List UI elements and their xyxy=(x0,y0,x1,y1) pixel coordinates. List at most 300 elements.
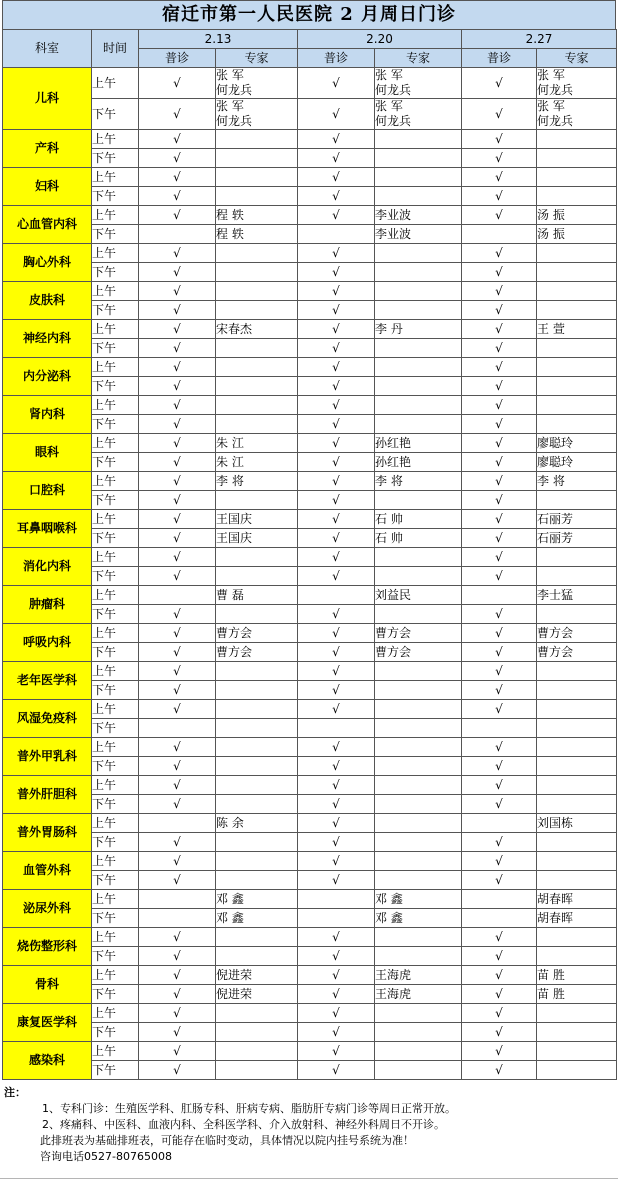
department-name: 消化内科 xyxy=(3,548,92,586)
expert-name: 李业波 xyxy=(375,226,412,241)
expert-cell xyxy=(216,1004,298,1023)
expert-name: 宋春杰 xyxy=(216,321,253,336)
expert-cell xyxy=(216,415,298,434)
expert-cell xyxy=(216,358,298,377)
expert-cell xyxy=(537,149,617,168)
note-line: 此排班表为基础排班表，可能存在临时变动，具体情况以院内挂号系统为准！ xyxy=(40,1134,414,1147)
expert-cell xyxy=(537,909,617,928)
general-clinic-cell: √ xyxy=(462,434,537,453)
general-clinic-cell: √ xyxy=(139,244,216,263)
time-slot: 下午 xyxy=(92,681,139,700)
contact-phone: 咨询电话0527-80765008 xyxy=(40,1150,172,1163)
time-slot: 下午 xyxy=(92,377,139,396)
general-clinic-cell: √ xyxy=(298,529,375,548)
table-row xyxy=(3,1004,617,1023)
expert-cell xyxy=(375,1061,462,1080)
expert-cell xyxy=(375,852,462,871)
department-name: 康复医学科 xyxy=(3,1004,92,1042)
time-slot: 下午 xyxy=(92,833,139,852)
general-clinic-header: 普诊 xyxy=(139,49,216,68)
expert-cell xyxy=(216,301,298,320)
general-clinic-header: 普诊 xyxy=(298,49,375,68)
general-clinic-cell: √ xyxy=(139,928,216,947)
time-slot: 下午 xyxy=(92,415,139,434)
department-name: 口腔科 xyxy=(3,472,92,510)
expert-cell xyxy=(375,529,462,548)
time-slot: 上午 xyxy=(92,852,139,871)
general-clinic-cell: √ xyxy=(298,187,375,206)
expert-name: 陈 余 xyxy=(216,815,244,830)
general-clinic-cell: √ xyxy=(139,434,216,453)
time-column-header: 时间 xyxy=(92,30,139,68)
general-clinic-cell: √ xyxy=(139,757,216,776)
expert-cell xyxy=(216,149,298,168)
department-name: 普外肝胆科 xyxy=(3,776,92,814)
expert-cell xyxy=(216,776,298,795)
time-slot: 下午 xyxy=(92,99,139,130)
expert-cell xyxy=(375,757,462,776)
table-row xyxy=(3,833,617,852)
expert-cell xyxy=(216,605,298,624)
expert-cell xyxy=(537,491,617,510)
expert-cell xyxy=(537,852,617,871)
expert-cell xyxy=(537,1004,617,1023)
expert-name: 李 将 xyxy=(537,473,565,488)
expert-cell xyxy=(216,263,298,282)
expert-cell xyxy=(216,852,298,871)
department-name: 产科 xyxy=(3,130,92,168)
general-clinic-cell: √ xyxy=(298,947,375,966)
general-clinic-cell: √ xyxy=(139,1004,216,1023)
general-clinic-cell: √ xyxy=(462,282,537,301)
department-name: 内分泌科 xyxy=(3,358,92,396)
expert-name: 李业波 xyxy=(375,207,412,222)
expert-cell xyxy=(216,966,298,985)
expert-cell xyxy=(216,985,298,1004)
expert-name: 程 轶 xyxy=(216,226,244,241)
expert-cell xyxy=(375,947,462,966)
notes-section xyxy=(4,1085,610,1165)
general-clinic-cell: √ xyxy=(298,1023,375,1042)
expert-cell xyxy=(216,1042,298,1061)
general-clinic-cell: √ xyxy=(462,529,537,548)
general-clinic-cell xyxy=(139,909,216,928)
expert-name: 石 帅 xyxy=(375,530,403,545)
expert-cell xyxy=(216,396,298,415)
expert-cell xyxy=(375,491,462,510)
department-name: 老年医学科 xyxy=(3,662,92,700)
department-name: 血管外科 xyxy=(3,852,92,890)
general-clinic-cell xyxy=(298,719,375,738)
expert-cell xyxy=(216,529,298,548)
general-clinic-cell: √ xyxy=(298,491,375,510)
time-slot: 上午 xyxy=(92,472,139,491)
time-slot: 下午 xyxy=(92,491,139,510)
general-clinic-cell: √ xyxy=(139,130,216,149)
expert-cell xyxy=(216,1023,298,1042)
expert-cell xyxy=(537,68,617,99)
table-row xyxy=(3,263,617,282)
expert-cell xyxy=(375,776,462,795)
general-clinic-cell: √ xyxy=(139,852,216,871)
expert-cell xyxy=(537,567,617,586)
expert-name: 苗 胜 xyxy=(537,967,565,982)
general-clinic-cell: √ xyxy=(462,415,537,434)
general-clinic-cell xyxy=(298,586,375,605)
expert-cell xyxy=(375,510,462,529)
time-slot: 下午 xyxy=(92,909,139,928)
department-name: 神经内科 xyxy=(3,320,92,358)
expert-name: 曹方会 xyxy=(537,625,574,640)
general-clinic-cell: √ xyxy=(139,700,216,719)
expert-cell xyxy=(375,871,462,890)
department-name: 眼科 xyxy=(3,434,92,472)
expert-cell xyxy=(216,757,298,776)
general-clinic-cell: √ xyxy=(462,776,537,795)
time-slot: 上午 xyxy=(92,244,139,263)
expert-name: 汤 振 xyxy=(537,226,565,241)
general-clinic-cell xyxy=(139,814,216,833)
time-slot: 上午 xyxy=(92,168,139,187)
general-clinic-cell: √ xyxy=(139,510,216,529)
date-header: 2.13 xyxy=(139,30,298,49)
expert-name: 张 军 xyxy=(537,99,565,113)
general-clinic-cell: √ xyxy=(298,453,375,472)
expert-cell xyxy=(375,700,462,719)
department-name: 皮肤科 xyxy=(3,282,92,320)
table-row xyxy=(3,282,617,301)
expert-name: 石丽芳 xyxy=(537,511,574,526)
expert-cell xyxy=(375,415,462,434)
general-clinic-cell: √ xyxy=(462,510,537,529)
department-name: 呼吸内科 xyxy=(3,624,92,662)
table-row xyxy=(3,795,617,814)
general-clinic-cell: √ xyxy=(139,738,216,757)
expert-name: 刘国栋 xyxy=(537,815,574,830)
expert-name: 何龙兵 xyxy=(537,83,574,97)
general-clinic-cell: √ xyxy=(298,833,375,852)
time-slot: 上午 xyxy=(92,510,139,529)
table-row xyxy=(3,168,617,187)
expert-cell xyxy=(537,415,617,434)
expert-cell xyxy=(375,149,462,168)
expert-cell xyxy=(216,795,298,814)
general-clinic-cell: √ xyxy=(298,1004,375,1023)
table-row xyxy=(3,966,617,985)
general-clinic-cell: √ xyxy=(462,453,537,472)
expert-cell xyxy=(537,99,617,130)
general-clinic-cell: √ xyxy=(139,68,216,99)
expert-cell xyxy=(375,130,462,149)
general-clinic-cell: √ xyxy=(462,187,537,206)
expert-cell xyxy=(375,833,462,852)
general-clinic-cell: √ xyxy=(462,757,537,776)
expert-name: 王国庆 xyxy=(216,530,253,545)
expert-name: 李 将 xyxy=(375,473,403,488)
table-row xyxy=(3,529,617,548)
table-row xyxy=(3,415,617,434)
general-clinic-cell: √ xyxy=(462,852,537,871)
expert-name: 李 丹 xyxy=(375,321,403,336)
expert-cell xyxy=(216,434,298,453)
general-clinic-cell: √ xyxy=(298,852,375,871)
expert-cell xyxy=(537,187,617,206)
expert-name: 李 将 xyxy=(216,473,244,488)
expert-name: 苗 胜 xyxy=(537,986,565,1001)
expert-cell xyxy=(216,282,298,301)
time-slot: 上午 xyxy=(92,1004,139,1023)
general-clinic-cell xyxy=(298,225,375,244)
expert-name: 石 帅 xyxy=(375,511,403,526)
general-clinic-cell: √ xyxy=(298,928,375,947)
general-clinic-cell xyxy=(462,225,537,244)
table-row xyxy=(3,586,617,605)
table-row xyxy=(3,358,617,377)
general-clinic-cell: √ xyxy=(139,643,216,662)
time-slot: 下午 xyxy=(92,795,139,814)
table-row xyxy=(3,225,617,244)
expert-name: 张 军 xyxy=(375,99,403,113)
expert-cell xyxy=(537,301,617,320)
time-slot: 上午 xyxy=(92,624,139,643)
general-clinic-cell: √ xyxy=(139,567,216,586)
general-clinic-cell: √ xyxy=(298,795,375,814)
expert-cell xyxy=(537,168,617,187)
expert-cell xyxy=(537,624,617,643)
expert-cell xyxy=(537,472,617,491)
expert-cell xyxy=(216,206,298,225)
general-clinic-cell: √ xyxy=(139,871,216,890)
table-row xyxy=(3,643,617,662)
expert-name: 孙红艳 xyxy=(375,435,412,450)
general-clinic-cell: √ xyxy=(298,776,375,795)
expert-name: 王国庆 xyxy=(216,511,253,526)
time-slot: 上午 xyxy=(92,890,139,909)
expert-cell xyxy=(537,985,617,1004)
table-row xyxy=(3,852,617,871)
expert-cell xyxy=(216,187,298,206)
time-slot: 下午 xyxy=(92,871,139,890)
expert-cell xyxy=(537,776,617,795)
time-slot: 下午 xyxy=(92,263,139,282)
time-slot: 上午 xyxy=(92,68,139,99)
expert-cell xyxy=(216,339,298,358)
expert-cell xyxy=(537,339,617,358)
expert-name: 邓 鑫 xyxy=(375,891,403,906)
expert-cell xyxy=(216,681,298,700)
time-slot: 下午 xyxy=(92,187,139,206)
expert-cell xyxy=(375,681,462,700)
time-slot: 下午 xyxy=(92,605,139,624)
department-name: 骨科 xyxy=(3,966,92,1004)
expert-cell xyxy=(375,453,462,472)
table-row xyxy=(3,947,617,966)
expert-name: 何龙兵 xyxy=(216,83,253,97)
expert-cell xyxy=(216,586,298,605)
expert-cell xyxy=(375,377,462,396)
time-slot: 下午 xyxy=(92,643,139,662)
expert-cell xyxy=(537,605,617,624)
expert-cell xyxy=(537,833,617,852)
schedule-sheet xyxy=(2,0,616,1080)
general-clinic-cell xyxy=(139,225,216,244)
expert-cell xyxy=(375,263,462,282)
expert-name: 王海虎 xyxy=(375,986,412,1001)
expert-name: 王海虎 xyxy=(375,967,412,982)
general-clinic-cell: √ xyxy=(462,1004,537,1023)
page-title: 宿迁市第一人民医院 2 月周日门诊 xyxy=(2,0,616,29)
general-clinic-cell: √ xyxy=(462,947,537,966)
expert-cell xyxy=(537,681,617,700)
department-name: 烧伤整形科 xyxy=(3,928,92,966)
general-clinic-cell: √ xyxy=(462,168,537,187)
expert-cell xyxy=(216,814,298,833)
expert-cell xyxy=(375,168,462,187)
general-clinic-cell: √ xyxy=(139,1042,216,1061)
general-clinic-cell: √ xyxy=(462,1042,537,1061)
time-slot: 上午 xyxy=(92,814,139,833)
expert-cell xyxy=(375,719,462,738)
table-row xyxy=(3,491,617,510)
expert-cell xyxy=(537,130,617,149)
table-row xyxy=(3,472,617,491)
general-clinic-cell: √ xyxy=(462,795,537,814)
time-slot: 上午 xyxy=(92,700,139,719)
time-slot: 下午 xyxy=(92,149,139,168)
time-slot: 下午 xyxy=(92,529,139,548)
general-clinic-cell: √ xyxy=(298,206,375,225)
expert-cell xyxy=(375,68,462,99)
expert-cell xyxy=(537,700,617,719)
expert-cell xyxy=(375,320,462,339)
general-clinic-cell: √ xyxy=(298,643,375,662)
expert-cell xyxy=(537,719,617,738)
general-clinic-cell: √ xyxy=(139,415,216,434)
general-clinic-cell: √ xyxy=(462,700,537,719)
time-slot: 下午 xyxy=(92,719,139,738)
expert-cell xyxy=(537,1061,617,1080)
expert-name: 曹方会 xyxy=(216,644,253,659)
general-clinic-cell: √ xyxy=(298,624,375,643)
table-row xyxy=(3,700,617,719)
general-clinic-cell: √ xyxy=(462,149,537,168)
time-slot: 上午 xyxy=(92,130,139,149)
expert-cell xyxy=(375,966,462,985)
expert-name: 倪进荣 xyxy=(216,967,253,982)
table-row xyxy=(3,662,617,681)
expert-cell xyxy=(537,1042,617,1061)
expert-cell xyxy=(216,624,298,643)
general-clinic-cell: √ xyxy=(298,320,375,339)
expert-name: 何龙兵 xyxy=(375,114,412,128)
general-clinic-cell: √ xyxy=(298,757,375,776)
general-clinic-cell: √ xyxy=(298,605,375,624)
general-clinic-cell xyxy=(462,909,537,928)
expert-name: 王 萱 xyxy=(537,321,565,336)
general-clinic-cell: √ xyxy=(139,662,216,681)
table-row xyxy=(3,814,617,833)
expert-cell xyxy=(375,396,462,415)
general-clinic-cell: √ xyxy=(462,966,537,985)
general-clinic-cell: √ xyxy=(139,1061,216,1080)
general-clinic-cell xyxy=(298,890,375,909)
time-slot: 上午 xyxy=(92,928,139,947)
table-row xyxy=(3,206,617,225)
expert-cell xyxy=(375,814,462,833)
expert-cell xyxy=(216,890,298,909)
general-clinic-cell: √ xyxy=(139,795,216,814)
department-name: 儿科 xyxy=(3,68,92,130)
expert-cell xyxy=(216,244,298,263)
expert-cell xyxy=(216,320,298,339)
expert-cell xyxy=(216,453,298,472)
expert-cell xyxy=(375,909,462,928)
expert-clinic-header: 专家 xyxy=(537,49,617,68)
general-clinic-cell: √ xyxy=(462,130,537,149)
table-row xyxy=(3,377,617,396)
expert-name: 邓 鑫 xyxy=(375,910,403,925)
expert-name: 曹方会 xyxy=(375,644,412,659)
expert-name: 曹 磊 xyxy=(216,587,244,602)
expert-cell xyxy=(375,358,462,377)
expert-cell xyxy=(216,99,298,130)
general-clinic-cell: √ xyxy=(139,263,216,282)
expert-cell xyxy=(216,662,298,681)
time-slot: 下午 xyxy=(92,1061,139,1080)
table-row xyxy=(3,890,617,909)
expert-cell xyxy=(537,434,617,453)
general-clinic-cell: √ xyxy=(462,567,537,586)
time-slot: 上午 xyxy=(92,738,139,757)
general-clinic-cell: √ xyxy=(139,966,216,985)
expert-name: 刘益民 xyxy=(375,587,412,602)
expert-cell xyxy=(216,377,298,396)
time-slot: 上午 xyxy=(92,434,139,453)
general-clinic-cell: √ xyxy=(139,1023,216,1042)
table-row xyxy=(3,985,617,1004)
expert-name: 张 军 xyxy=(216,99,244,113)
general-clinic-cell: √ xyxy=(298,1042,375,1061)
expert-cell xyxy=(375,890,462,909)
general-clinic-cell: √ xyxy=(298,168,375,187)
expert-name: 胡春晖 xyxy=(537,910,574,925)
table-row xyxy=(3,396,617,415)
time-slot: 下午 xyxy=(92,339,139,358)
expert-cell xyxy=(216,472,298,491)
general-clinic-cell: √ xyxy=(298,244,375,263)
table-row xyxy=(3,871,617,890)
expert-cell xyxy=(216,643,298,662)
general-clinic-cell: √ xyxy=(139,320,216,339)
general-clinic-cell: √ xyxy=(298,282,375,301)
expert-cell xyxy=(537,453,617,472)
expert-cell xyxy=(537,966,617,985)
general-clinic-cell: √ xyxy=(139,453,216,472)
table-row xyxy=(3,776,617,795)
general-clinic-cell: √ xyxy=(462,928,537,947)
general-clinic-cell: √ xyxy=(139,985,216,1004)
general-clinic-cell: √ xyxy=(139,396,216,415)
general-clinic-cell: √ xyxy=(298,548,375,567)
general-clinic-cell: √ xyxy=(462,738,537,757)
general-clinic-cell: √ xyxy=(298,871,375,890)
expert-name: 程 轶 xyxy=(216,207,244,222)
general-clinic-cell: √ xyxy=(298,700,375,719)
date-header: 2.20 xyxy=(298,30,462,49)
general-clinic-cell: √ xyxy=(139,548,216,567)
expert-cell xyxy=(375,434,462,453)
general-clinic-cell: √ xyxy=(139,339,216,358)
